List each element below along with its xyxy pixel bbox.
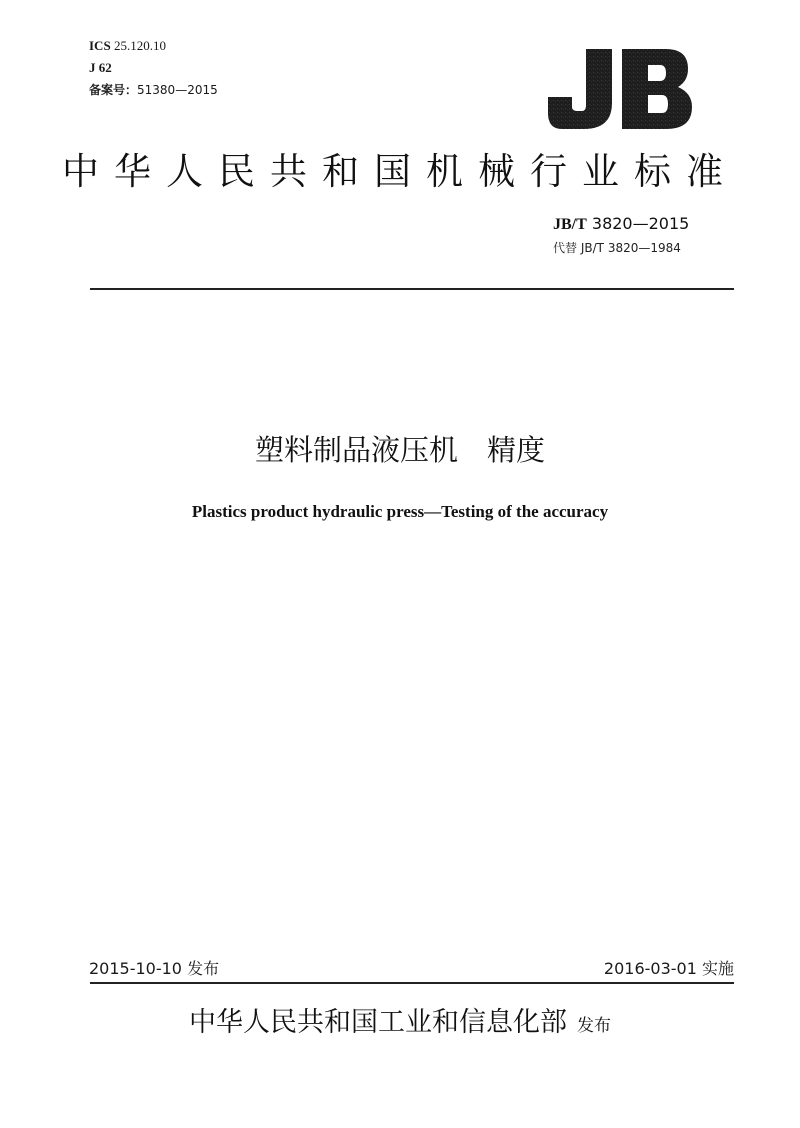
ics-value: 25.120.10 [113, 38, 166, 53]
jb-logo [548, 47, 693, 131]
issuer-name: 中华人民共和国工业和信息化部 [189, 1007, 567, 1038]
publish-label: 发布 [187, 959, 220, 978]
standard-number [553, 214, 689, 235]
footer-divider [90, 982, 734, 984]
record-value: 51380—2015 [137, 83, 218, 97]
standard-category-title: 中华人民共和国机械行业标准 [62, 150, 738, 193]
implement-label: 实施 [701, 959, 734, 978]
document-title-en: Plastics product hydraulic press—Testing of the accuracy [191, 502, 609, 521]
publish-date-value: 2015-10-10 [89, 959, 182, 978]
header-divider [90, 288, 734, 290]
record-label: 备案号： [89, 83, 138, 97]
record-number [89, 82, 218, 98]
standard-number-prefix: JB/T [553, 216, 587, 233]
classification-code: J 62 [89, 60, 112, 75]
standard-number-value: 3820—2015 [591, 214, 690, 233]
ics-code [89, 38, 166, 54]
replaces-label: 代替 [553, 241, 578, 255]
replaces-number: 3820—1984 [607, 241, 681, 255]
issuing-authority [0, 1004, 800, 1045]
issuer-action: 发布 [577, 1016, 611, 1036]
document-title-cn: 塑料制品液压机 精度 [254, 433, 545, 467]
replaces-standard [553, 240, 681, 256]
replaces-prefix: JB/T [580, 241, 604, 255]
implement-date-value: 2016-03-01 [603, 959, 697, 978]
publish-date [89, 958, 219, 980]
implementation-date [604, 958, 734, 980]
ics-label: ICS [89, 38, 111, 53]
